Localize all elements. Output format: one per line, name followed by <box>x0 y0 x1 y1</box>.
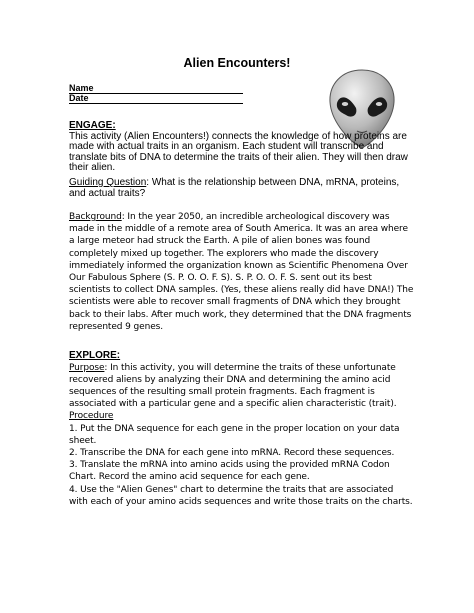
explore-section <box>69 351 414 508</box>
engage-text: This activity (Alien Encounters!) connects the knowledge of how proteins are made with actual traits in an organism. Each student will transcribe and translate bits of DNA to determine the traits of their alien. They will then draw their alien. <box>69 130 408 173</box>
background-section <box>69 211 414 333</box>
engage-heading: ENGAGE: <box>69 120 116 131</box>
purpose-text: : In this activity, you will determine the traits of these unfortunate recovered aliens by analyzing their DNA and determining the amino acid sequences of the resulting small protein fragments. Each fragment is associated with a particular gene and a specific alien characteristic (trait). <box>69 362 397 410</box>
name-label: Name <box>69 83 94 93</box>
guiding-question <box>69 178 414 199</box>
background-label: Background <box>69 212 122 222</box>
procedure-step: 4. Use the "Alien Genes" chart to determine the traits that are associated with each of your amino acids sequences and write those traits on the charts. <box>69 484 413 507</box>
page-title: Alien Encounters! <box>183 56 291 70</box>
purpose-label: Purpose <box>69 362 105 373</box>
procedure-step: 2. Transcribe the DNA for each gene into mRNA. Record these sequences. <box>69 447 395 458</box>
engage-section <box>69 121 414 174</box>
guiding-question-text: : What is the relationship between DNA, mRNA, proteins, and actual traits? <box>69 177 400 199</box>
procedure-step: 3. Translate the mRNA into amino acids using the provided mRNA Codon Chart. Record the amino acid sequence for each gene. <box>69 460 390 483</box>
date-label: Date <box>69 93 89 103</box>
procedure-step: 1. Put the DNA sequence for each gene in the proper location on your data sheet. <box>69 423 400 446</box>
procedure-label: Procedure <box>69 411 114 422</box>
explore-heading: EXPLORE: <box>69 350 121 361</box>
background-text: : In the year 2050, an incredible archeological discovery was made in the middle of a remote area of South America. It was an area where a large meteor had struck the Earth. A pile of alien bones was found completely mixed up together. The explorers who made the discovery immediately informed the organization known as Scientific Phenomena Over Our Fabulous Sphere (S. P. O. O. F. S). S. P. O. O. F. S. sent out its best scientists to collect DNA samples. (Yes, these aliens really did have DNA!) The scientists were able to recover small fragments of DNA which they brought back to their labs. After much work, they determined that the DNA fragments represented 9 genes. <box>69 212 414 332</box>
guiding-question-label: Guiding Question <box>69 177 147 188</box>
date-field[interactable] <box>69 93 243 104</box>
